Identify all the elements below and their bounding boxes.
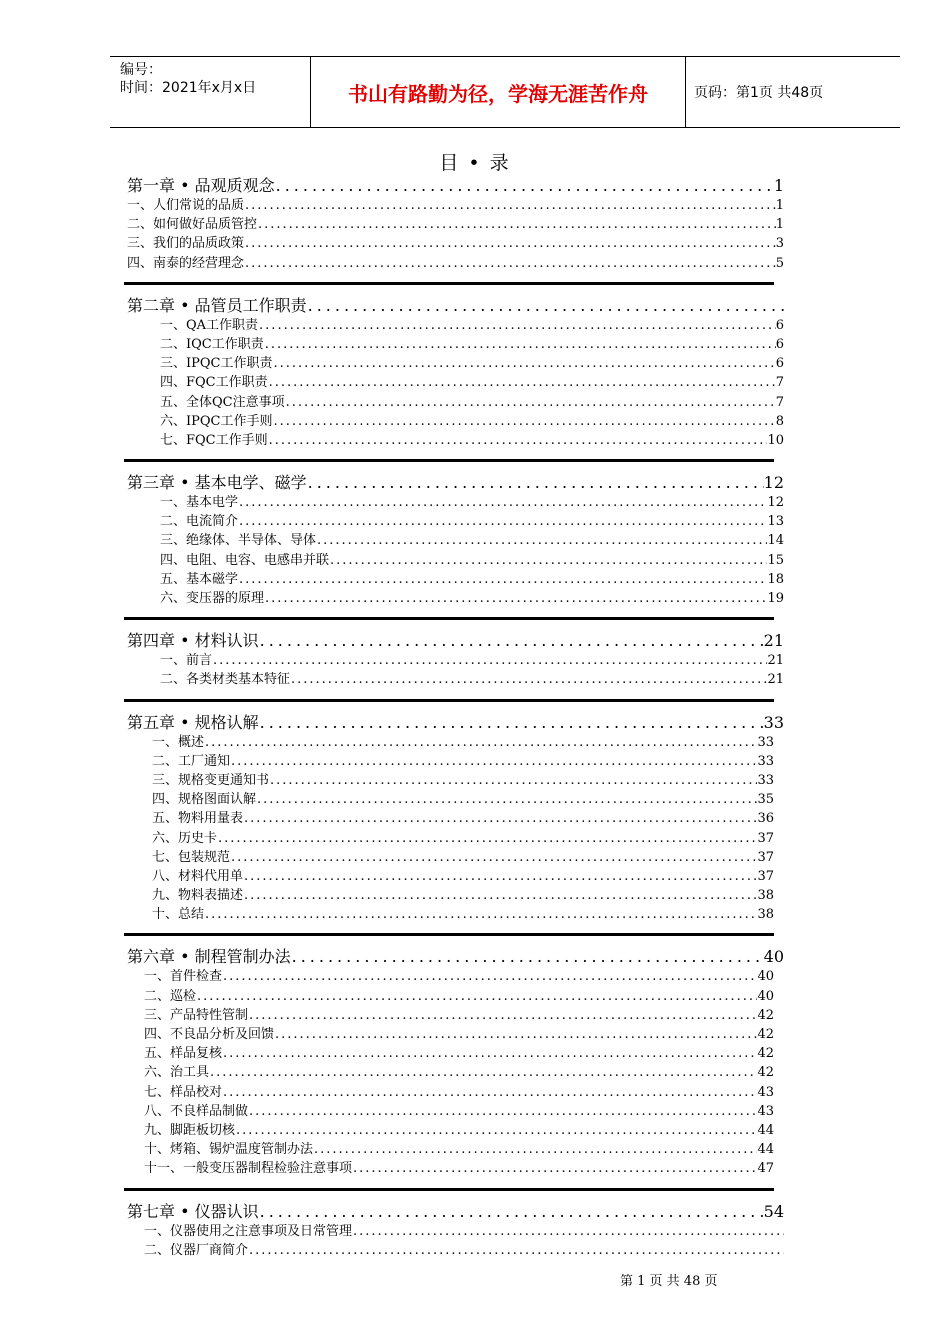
toc-item-title: 五、物料用量表 — [152, 811, 244, 827]
dot-leader — [274, 354, 776, 373]
dot-leader — [205, 733, 757, 752]
toc-item-page: 43 — [757, 1103, 774, 1119]
dot-leader — [223, 1044, 757, 1063]
toc-item-page: 43 — [757, 1084, 774, 1100]
toc-item-page: 42 — [757, 1065, 774, 1081]
toc-item-title: 三、IPQC工作职责 — [160, 356, 273, 372]
toc-chapter-page: 33 — [763, 712, 784, 732]
toc-item-title: 六、变压器的原理 — [160, 591, 265, 606]
dot-leader — [249, 1006, 757, 1025]
toc-item-title: 八、不良样品制做 — [144, 1103, 249, 1119]
toc-item-title: 三、我们的品质政策 — [127, 236, 245, 252]
dot-leader — [314, 1140, 757, 1159]
toc-item-title: 三、规格变更通知书 — [152, 772, 270, 788]
dot-leader — [275, 1025, 757, 1044]
dot-leader — [257, 790, 757, 809]
document-header — [110, 56, 900, 128]
dot-leader — [231, 848, 757, 867]
dot-leader — [308, 472, 764, 493]
toc-item-title: 十一、一般变压器制程检验注意事项 — [144, 1161, 353, 1177]
toc-item-page: 42 — [757, 1007, 774, 1023]
toc-item-page: 5 — [775, 255, 784, 271]
toc-item-page: 3 — [775, 236, 784, 252]
section-divider — [124, 933, 774, 936]
toc-item-page: 44 — [757, 1142, 774, 1158]
toc-item[interactable] — [127, 589, 784, 608]
toc-item-title: 三、绝缘体、半导体、导体 — [160, 533, 317, 549]
dot-leader — [218, 829, 757, 848]
toc-item-page: 1 — [775, 217, 784, 233]
toc-item[interactable] — [127, 905, 784, 924]
toc-item[interactable] — [127, 254, 784, 273]
dot-leader — [239, 493, 767, 512]
toc-item[interactable] — [127, 771, 784, 790]
toc-item[interactable] — [127, 1159, 784, 1178]
dot-leader — [231, 752, 757, 771]
toc-item-title: 二、IQC工作职责 — [160, 336, 264, 352]
toc-item[interactable] — [127, 1025, 784, 1044]
dot-leader — [265, 335, 776, 354]
toc-item-title: 二、如何做好品质管控 — [127, 217, 258, 233]
toc-item[interactable] — [127, 431, 784, 450]
toc-item-page: 33 — [757, 772, 774, 788]
dot-leader — [239, 570, 767, 589]
toc-item[interactable] — [127, 987, 784, 1006]
dot-leader — [353, 1222, 784, 1241]
dot-leader — [269, 373, 776, 392]
toc-item-page: 15 — [767, 552, 784, 568]
section-divider — [124, 617, 774, 620]
toc-item[interactable] — [127, 1044, 784, 1063]
toc-item-title: 二、巡检 — [144, 988, 197, 1004]
toc-item-page: 19 — [767, 591, 784, 606]
header-motto: 书山有路勤为径，学海无涯苦作舟 — [310, 57, 686, 127]
dot-leader — [260, 630, 764, 651]
dot-leader — [330, 551, 767, 570]
toc-item-title: 六、治工具 — [144, 1065, 210, 1081]
toc-section — [127, 472, 784, 608]
toc-chapter-title: 第七章 • 仪器认识 — [127, 1201, 259, 1221]
toc-chapter-title: 第四章 • 材料认识 — [127, 631, 259, 651]
toc-item[interactable] — [127, 354, 784, 373]
toc-chapter[interactable] — [127, 175, 784, 196]
toc-chapter[interactable] — [127, 946, 784, 967]
document-number-label: 编号： — [120, 62, 162, 78]
dot-leader — [292, 946, 764, 967]
toc-item-title: 七、样品校对 — [144, 1084, 223, 1100]
toc-chapter[interactable] — [127, 712, 784, 733]
toc-item-title: 一、仪器使用之注意事项及日常管理 — [144, 1223, 353, 1239]
toc-item-title: 二、各类材类基本特征 — [160, 672, 291, 688]
dot-leader — [276, 175, 774, 196]
toc-chapter-page: 40 — [763, 947, 784, 967]
toc-item-page: 37 — [757, 868, 774, 884]
toc-chapter-title: 第六章 • 制程管制办法 — [127, 947, 291, 967]
toc-item[interactable] — [127, 234, 784, 253]
dot-leader — [274, 412, 776, 431]
toc-item[interactable] — [127, 316, 784, 335]
page-footer: 第 1 页 共 48 页 — [620, 1274, 718, 1289]
toc-item[interactable] — [127, 1140, 784, 1159]
toc-item[interactable] — [127, 196, 784, 215]
toc-item[interactable] — [127, 215, 784, 234]
toc-item[interactable] — [127, 570, 784, 589]
table-of-contents — [127, 175, 784, 1260]
toc-section — [127, 712, 784, 925]
toc-item-page: 33 — [757, 734, 774, 750]
toc-item[interactable] — [127, 1222, 784, 1241]
toc-item-title: 七、包装规范 — [152, 849, 231, 865]
dot-leader — [258, 215, 776, 234]
dot-leader — [270, 771, 757, 790]
toc-item-page: 37 — [757, 830, 774, 846]
dot-leader — [308, 295, 784, 316]
dot-leader — [260, 1201, 764, 1222]
toc-item-page: 35 — [757, 792, 774, 808]
toc-item[interactable] — [127, 551, 784, 570]
toc-item-page: 10 — [767, 432, 784, 448]
toc-item-title: 一、QA工作职责 — [160, 317, 259, 333]
toc-item-page: 6 — [775, 356, 784, 372]
toc-item[interactable] — [127, 393, 784, 412]
toc-item[interactable] — [127, 752, 784, 771]
toc-item-title: 四、南泰的经营理念 — [127, 255, 245, 271]
toc-item-title: 九、脚距板切核 — [144, 1122, 236, 1138]
toc-item-title: 四、FQC工作职责 — [160, 375, 268, 391]
section-divider — [124, 282, 774, 285]
toc-item-page: 8 — [775, 413, 784, 429]
toc-item[interactable] — [127, 829, 784, 848]
dot-leader — [236, 1121, 757, 1140]
dot-leader — [286, 393, 776, 412]
toc-section — [127, 630, 784, 689]
toc-item-title: 一、基本电学 — [160, 495, 239, 511]
toc-item-title: 十、烤箱、锡炉温度管制办法 — [144, 1142, 314, 1158]
toc-item[interactable] — [127, 512, 784, 531]
toc-item[interactable] — [127, 493, 784, 512]
toc-item[interactable] — [127, 790, 784, 809]
toc-item[interactable] — [127, 967, 784, 986]
toc-item-title: 四、规格图面认解 — [152, 792, 257, 808]
toc-item-page: 6 — [775, 317, 784, 333]
toc-item-title: 九、物料表描述 — [152, 888, 244, 904]
dot-leader — [197, 987, 757, 1006]
toc-item[interactable] — [127, 848, 784, 867]
dot-leader — [213, 651, 767, 670]
toc-title: 目 • 录 — [439, 152, 511, 174]
dot-leader — [259, 316, 776, 335]
toc-section — [127, 946, 784, 1178]
toc-chapter-title: 第一章 • 品观质观念 — [127, 176, 275, 195]
toc-chapter-title: 第三章 • 基本电学、磁学 — [127, 473, 307, 493]
dot-leader — [269, 431, 768, 450]
toc-item[interactable] — [127, 412, 784, 431]
toc-item-page: 42 — [757, 1027, 774, 1042]
toc-item[interactable] — [127, 1006, 784, 1025]
dot-leader — [245, 254, 776, 273]
section-divider — [124, 699, 774, 702]
toc-item[interactable] — [127, 1121, 784, 1140]
toc-section — [127, 175, 784, 273]
toc-item-page: 37 — [757, 849, 774, 865]
toc-chapter-page: 12 — [763, 473, 784, 493]
toc-item[interactable] — [127, 1083, 784, 1102]
header-meta-cell — [110, 57, 310, 127]
toc-item-title: 三、产品特性管制 — [144, 1007, 249, 1023]
dot-leader — [239, 512, 767, 531]
toc-item-title: 一、概述 — [152, 734, 205, 750]
header-page-label: 页码：第1页 共48页 — [694, 85, 824, 101]
toc-item-page: 38 — [757, 888, 774, 904]
toc-item-page: 42 — [757, 1046, 774, 1062]
toc-item[interactable] — [127, 1241, 784, 1260]
toc-item-title: 二、仪器厂商简介 — [144, 1242, 249, 1258]
toc-chapter-page: 54 — [763, 1201, 784, 1221]
dot-leader — [223, 967, 757, 986]
dot-leader — [205, 905, 757, 924]
toc-item[interactable] — [127, 1102, 784, 1121]
toc-section — [127, 295, 784, 450]
toc-item-page: 1 — [775, 198, 784, 213]
toc-section — [127, 1201, 784, 1260]
toc-chapter-page: 1 — [773, 176, 784, 195]
toc-item-page: 21 — [767, 653, 784, 669]
toc-item[interactable] — [127, 335, 784, 354]
toc-item-title: 一、首件检查 — [144, 969, 223, 985]
toc-item-page: 18 — [767, 571, 784, 587]
dot-leader — [245, 196, 776, 215]
toc-item-title: 一、前言 — [160, 653, 213, 669]
dot-leader — [210, 1063, 757, 1082]
toc-item-page: 14 — [767, 533, 784, 549]
toc-item-title: 二、电流简介 — [160, 514, 239, 530]
toc-item[interactable] — [127, 373, 784, 392]
dot-leader — [244, 867, 757, 886]
toc-item-page: 33 — [757, 753, 774, 769]
toc-item-title: 二、工厂通知 — [152, 753, 231, 769]
toc-item-title: 五、全体QC注意事项 — [160, 394, 285, 410]
toc-chapter-page: 21 — [763, 631, 784, 651]
dot-leader — [260, 712, 764, 733]
section-divider — [124, 459, 774, 462]
toc-chapter[interactable] — [127, 1201, 784, 1222]
toc-chapter-title: 第五章 • 规格认解 — [127, 712, 259, 732]
toc-item-page: 13 — [767, 514, 784, 530]
dot-leader — [317, 531, 767, 550]
toc-item[interactable] — [127, 1063, 784, 1082]
dot-leader — [249, 1102, 757, 1121]
toc-item-title: 五、样品复核 — [144, 1046, 223, 1062]
toc-item-title: 六、历史卡 — [152, 830, 218, 846]
toc-item[interactable] — [127, 733, 784, 752]
toc-chapter-title: 第二章 • 品管员工作职责 — [127, 295, 307, 315]
toc-item-title: 五、基本磁学 — [160, 571, 239, 587]
toc-item[interactable] — [127, 651, 784, 670]
dot-leader — [223, 1083, 757, 1102]
document-date-label: 时间：2021年x月x日 — [120, 80, 257, 96]
toc-item[interactable] — [127, 531, 784, 550]
toc-item-title: 四、电阻、电容、电感串并联 — [160, 552, 330, 568]
toc-chapter[interactable] — [127, 295, 784, 316]
toc-item-page: 38 — [757, 907, 774, 923]
dot-leader — [245, 234, 776, 253]
toc-item-page: 44 — [757, 1122, 774, 1138]
toc-item-page: 47 — [757, 1161, 774, 1177]
toc-item[interactable] — [127, 809, 784, 828]
toc-item-page: 40 — [757, 969, 774, 985]
toc-item-page: 7 — [775, 375, 784, 391]
toc-item-page: 21 — [767, 672, 784, 688]
toc-item[interactable] — [127, 886, 784, 905]
toc-item-page: 36 — [757, 811, 774, 827]
dot-leader — [249, 1241, 784, 1260]
toc-item[interactable] — [127, 670, 784, 689]
toc-item-title: 六、IPQC工作手则 — [160, 413, 273, 429]
toc-item-title: 一、人们常说的品质 — [127, 198, 245, 213]
toc-item-page: 40 — [757, 988, 774, 1004]
dot-leader — [244, 809, 757, 828]
dot-leader — [291, 670, 767, 689]
section-divider — [124, 1188, 774, 1191]
toc-item-title: 十、总结 — [152, 907, 205, 923]
toc-item-title: 八、材料代用单 — [152, 868, 244, 884]
toc-chapter[interactable] — [127, 472, 784, 493]
toc-item[interactable] — [127, 867, 784, 886]
toc-chapter[interactable] — [127, 630, 784, 651]
toc-item-title: 四、不良品分析及回馈 — [144, 1027, 275, 1042]
toc-item-page: 6 — [775, 336, 784, 352]
dot-leader — [244, 886, 757, 905]
toc-item-page: 12 — [767, 495, 784, 511]
toc-item-page: 7 — [775, 394, 784, 410]
toc-item-title: 七、FQC工作手则 — [160, 432, 268, 448]
dot-leader — [353, 1159, 757, 1178]
dot-leader — [265, 589, 767, 608]
